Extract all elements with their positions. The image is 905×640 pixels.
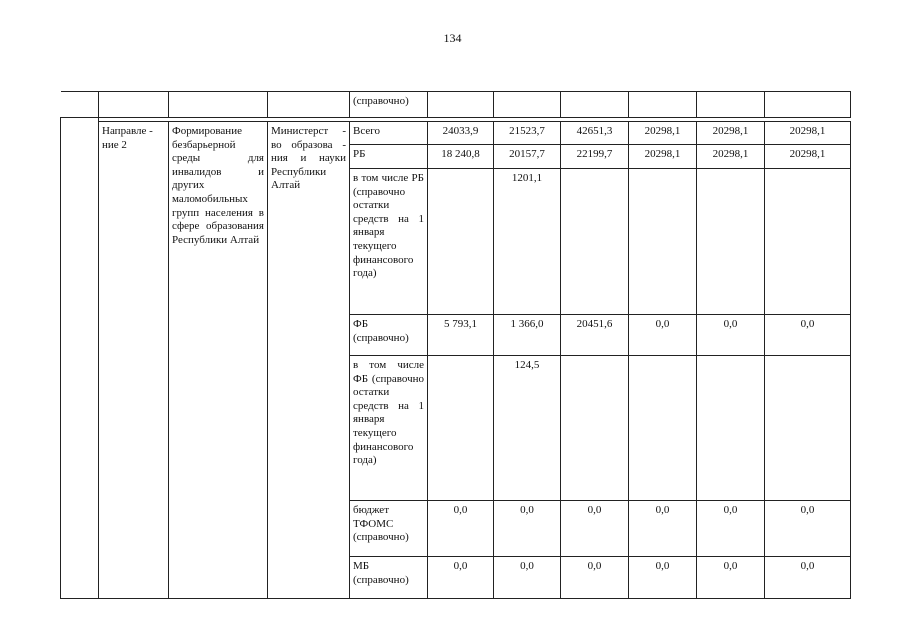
value-cell: 20157,7	[494, 145, 561, 169]
index-cell	[61, 92, 99, 118]
value-cell	[561, 356, 629, 501]
source-cell: бюджет ТФОМС (справочно)	[350, 501, 428, 557]
source-cell: МБ (справочно)	[350, 557, 428, 599]
value-cell: 20298,1	[765, 145, 851, 169]
direction-cell	[99, 92, 169, 118]
value-cell: 0,0	[494, 501, 561, 557]
executor-cell: Министерст - во образова - ния и науки Республики Алтай	[268, 122, 350, 599]
value-cell	[697, 169, 765, 315]
value-cell: 1201,1	[494, 169, 561, 315]
value-cell: 0,0	[428, 557, 494, 599]
value-cell	[629, 356, 697, 501]
program-title-cell: Формирование безбарьерной среды для инвалидов и других маломобильных групп населения в сфере образования Республики Алтай	[169, 122, 268, 599]
value-cell: 0,0	[697, 501, 765, 557]
value-cell: 20298,1	[697, 145, 765, 169]
value-cell: 0,0	[697, 315, 765, 356]
value-cell: 20298,1	[765, 122, 851, 145]
value-cell: 0,0	[765, 557, 851, 599]
source-cell: (справочно)	[350, 92, 428, 118]
value-cell	[494, 92, 561, 118]
budget-table	[60, 91, 851, 599]
value-cell: 20298,1	[629, 145, 697, 169]
value-cell	[697, 356, 765, 501]
value-cell	[561, 92, 629, 118]
value-cell: 42651,3	[561, 122, 629, 145]
value-cell: 0,0	[629, 315, 697, 356]
value-cell	[629, 169, 697, 315]
source-cell: в том числе РБ (справочно остатки средств на 1 января текущего финансового года)	[350, 169, 428, 315]
page-number: 134	[443, 31, 462, 45]
value-cell: 0,0	[765, 315, 851, 356]
value-cell: 0,0	[629, 557, 697, 599]
source-cell: РБ	[350, 145, 428, 169]
value-cell: 20451,6	[561, 315, 629, 356]
value-cell	[428, 356, 494, 501]
value-cell: 0,0	[428, 501, 494, 557]
index-cell	[61, 122, 99, 599]
value-cell: 20298,1	[629, 122, 697, 145]
value-cell	[428, 92, 494, 118]
value-cell: 1 366,0	[494, 315, 561, 356]
value-cell: 21523,7	[494, 122, 561, 145]
direction-cell: Направле - ние 2	[99, 122, 169, 599]
value-cell: 124,5	[494, 356, 561, 501]
value-cell: 20298,1	[697, 122, 765, 145]
title-cell	[169, 92, 268, 118]
value-cell: 18 240,8	[428, 145, 494, 169]
value-cell: 0,0	[561, 557, 629, 599]
value-cell	[765, 169, 851, 315]
source-cell: ФБ (справочно)	[350, 315, 428, 356]
executor-cell	[268, 92, 350, 118]
value-cell	[765, 356, 851, 501]
value-cell: 0,0	[494, 557, 561, 599]
value-cell	[629, 92, 697, 118]
table-row-continuation	[61, 92, 851, 118]
value-cell: 24033,9	[428, 122, 494, 145]
source-cell: Всего	[350, 122, 428, 145]
source-cell: в том числе ФБ (справочно остатки средств на 1 января текущего финансового года)	[350, 356, 428, 501]
value-cell	[428, 169, 494, 315]
value-cell: 0,0	[629, 501, 697, 557]
value-cell	[765, 92, 851, 118]
table-row	[61, 122, 851, 145]
value-cell	[561, 169, 629, 315]
value-cell: 0,0	[561, 501, 629, 557]
value-cell: 22199,7	[561, 145, 629, 169]
value-cell	[697, 92, 765, 118]
value-cell: 0,0	[765, 501, 851, 557]
value-cell: 5 793,1	[428, 315, 494, 356]
value-cell: 0,0	[697, 557, 765, 599]
